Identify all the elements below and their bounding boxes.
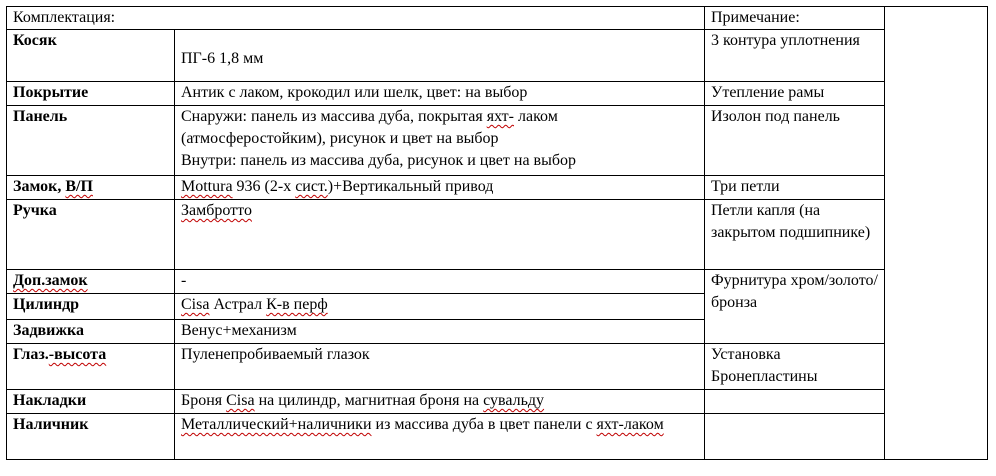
value-text: из массива дуба в цвет панели с xyxy=(371,416,597,433)
value-text: Броня xyxy=(181,392,227,409)
row-note: Фурнитура хром/золото/ бронза xyxy=(705,270,885,344)
row-value xyxy=(175,390,705,414)
row-note: 3 контура уплотнения xyxy=(705,30,885,82)
table-row xyxy=(7,344,988,390)
table-title: Комплектация: xyxy=(7,7,705,30)
table-row xyxy=(7,176,988,200)
row-label: Задвижка xyxy=(7,320,175,344)
row-value xyxy=(175,294,705,320)
table-row xyxy=(7,106,988,176)
row-label: Ручка xyxy=(7,200,175,270)
row-value xyxy=(175,200,705,270)
value-line xyxy=(181,106,698,128)
table-row xyxy=(7,30,988,82)
value-text: К-в перф xyxy=(266,296,328,313)
row-note xyxy=(705,390,885,414)
value-text: яхт- xyxy=(486,108,514,125)
table-row xyxy=(7,414,988,460)
value-text: Замбротто xyxy=(181,202,252,219)
row-value xyxy=(175,106,705,176)
row-note: Петли капля (на закрытом подшипнике) xyxy=(705,200,885,270)
row-note: Установка Бронепластины xyxy=(705,344,885,390)
row-label: Панель xyxy=(7,106,175,176)
empty-side-column xyxy=(885,7,988,460)
value-text: 936 (2-х xyxy=(232,178,296,195)
value-text: Cisa xyxy=(226,392,255,409)
row-value xyxy=(175,176,705,200)
value-line: (атмосферостойким), рисунок и цвет на выбор xyxy=(181,130,499,147)
label-text: Доп.замок xyxy=(13,272,88,289)
row-label: Покрытие xyxy=(7,82,175,106)
row-note: Три петли xyxy=(705,176,885,200)
value-text: Металлический+наличники xyxy=(181,416,372,433)
table-row xyxy=(7,390,988,414)
value-text: Mottura xyxy=(181,178,233,195)
row-label: Косяк xyxy=(7,30,175,82)
row-label xyxy=(7,176,175,200)
row-label: Накладки xyxy=(7,390,175,414)
value-line: Внутри: панель из массива дуба, рисунок и цвет на выбор xyxy=(181,152,576,169)
value-text: яхт-лаком xyxy=(596,416,664,433)
row-value: - xyxy=(175,270,705,294)
row-label: Наличник xyxy=(7,414,175,460)
row-value: Венус+механизм xyxy=(175,320,705,344)
row-value: ПГ-6 1,8 мм xyxy=(175,30,705,82)
row-label: Цилиндр xyxy=(7,294,175,320)
value-text: )+Вертикальный привод xyxy=(327,178,494,195)
specification-table xyxy=(6,6,988,460)
value-text: сувальду xyxy=(483,392,545,409)
table-row xyxy=(7,270,988,294)
table-row xyxy=(7,200,988,270)
value-text: лаком xyxy=(513,108,558,125)
row-value: Антик с лаком, крокодил или шелк, цвет: на выбор xyxy=(175,82,705,106)
notes-title: Примечание: xyxy=(705,7,885,30)
label-text: Глаз. xyxy=(13,346,49,363)
table-row xyxy=(7,82,988,106)
row-label xyxy=(7,270,175,294)
label-text: В/П xyxy=(65,178,93,195)
header-row xyxy=(7,7,988,30)
row-note: Изолон под панель xyxy=(705,106,885,176)
row-note: Утепление рамы xyxy=(705,82,885,106)
value-text: сист. xyxy=(295,178,328,195)
row-note xyxy=(705,414,885,460)
value-text: на цилиндр, магнитная броня на xyxy=(254,392,484,409)
row-value: Пуленепробиваемый глазок xyxy=(175,344,705,390)
value-text: Cisa xyxy=(181,296,210,313)
value-text: Снаружи: панель из массива дуба, покрытая xyxy=(181,108,487,125)
row-value xyxy=(175,414,705,460)
row-label xyxy=(7,344,175,390)
label-text: Замок, xyxy=(13,178,66,195)
value-text: Астрал xyxy=(209,296,267,313)
label-text: -высота xyxy=(48,346,107,363)
